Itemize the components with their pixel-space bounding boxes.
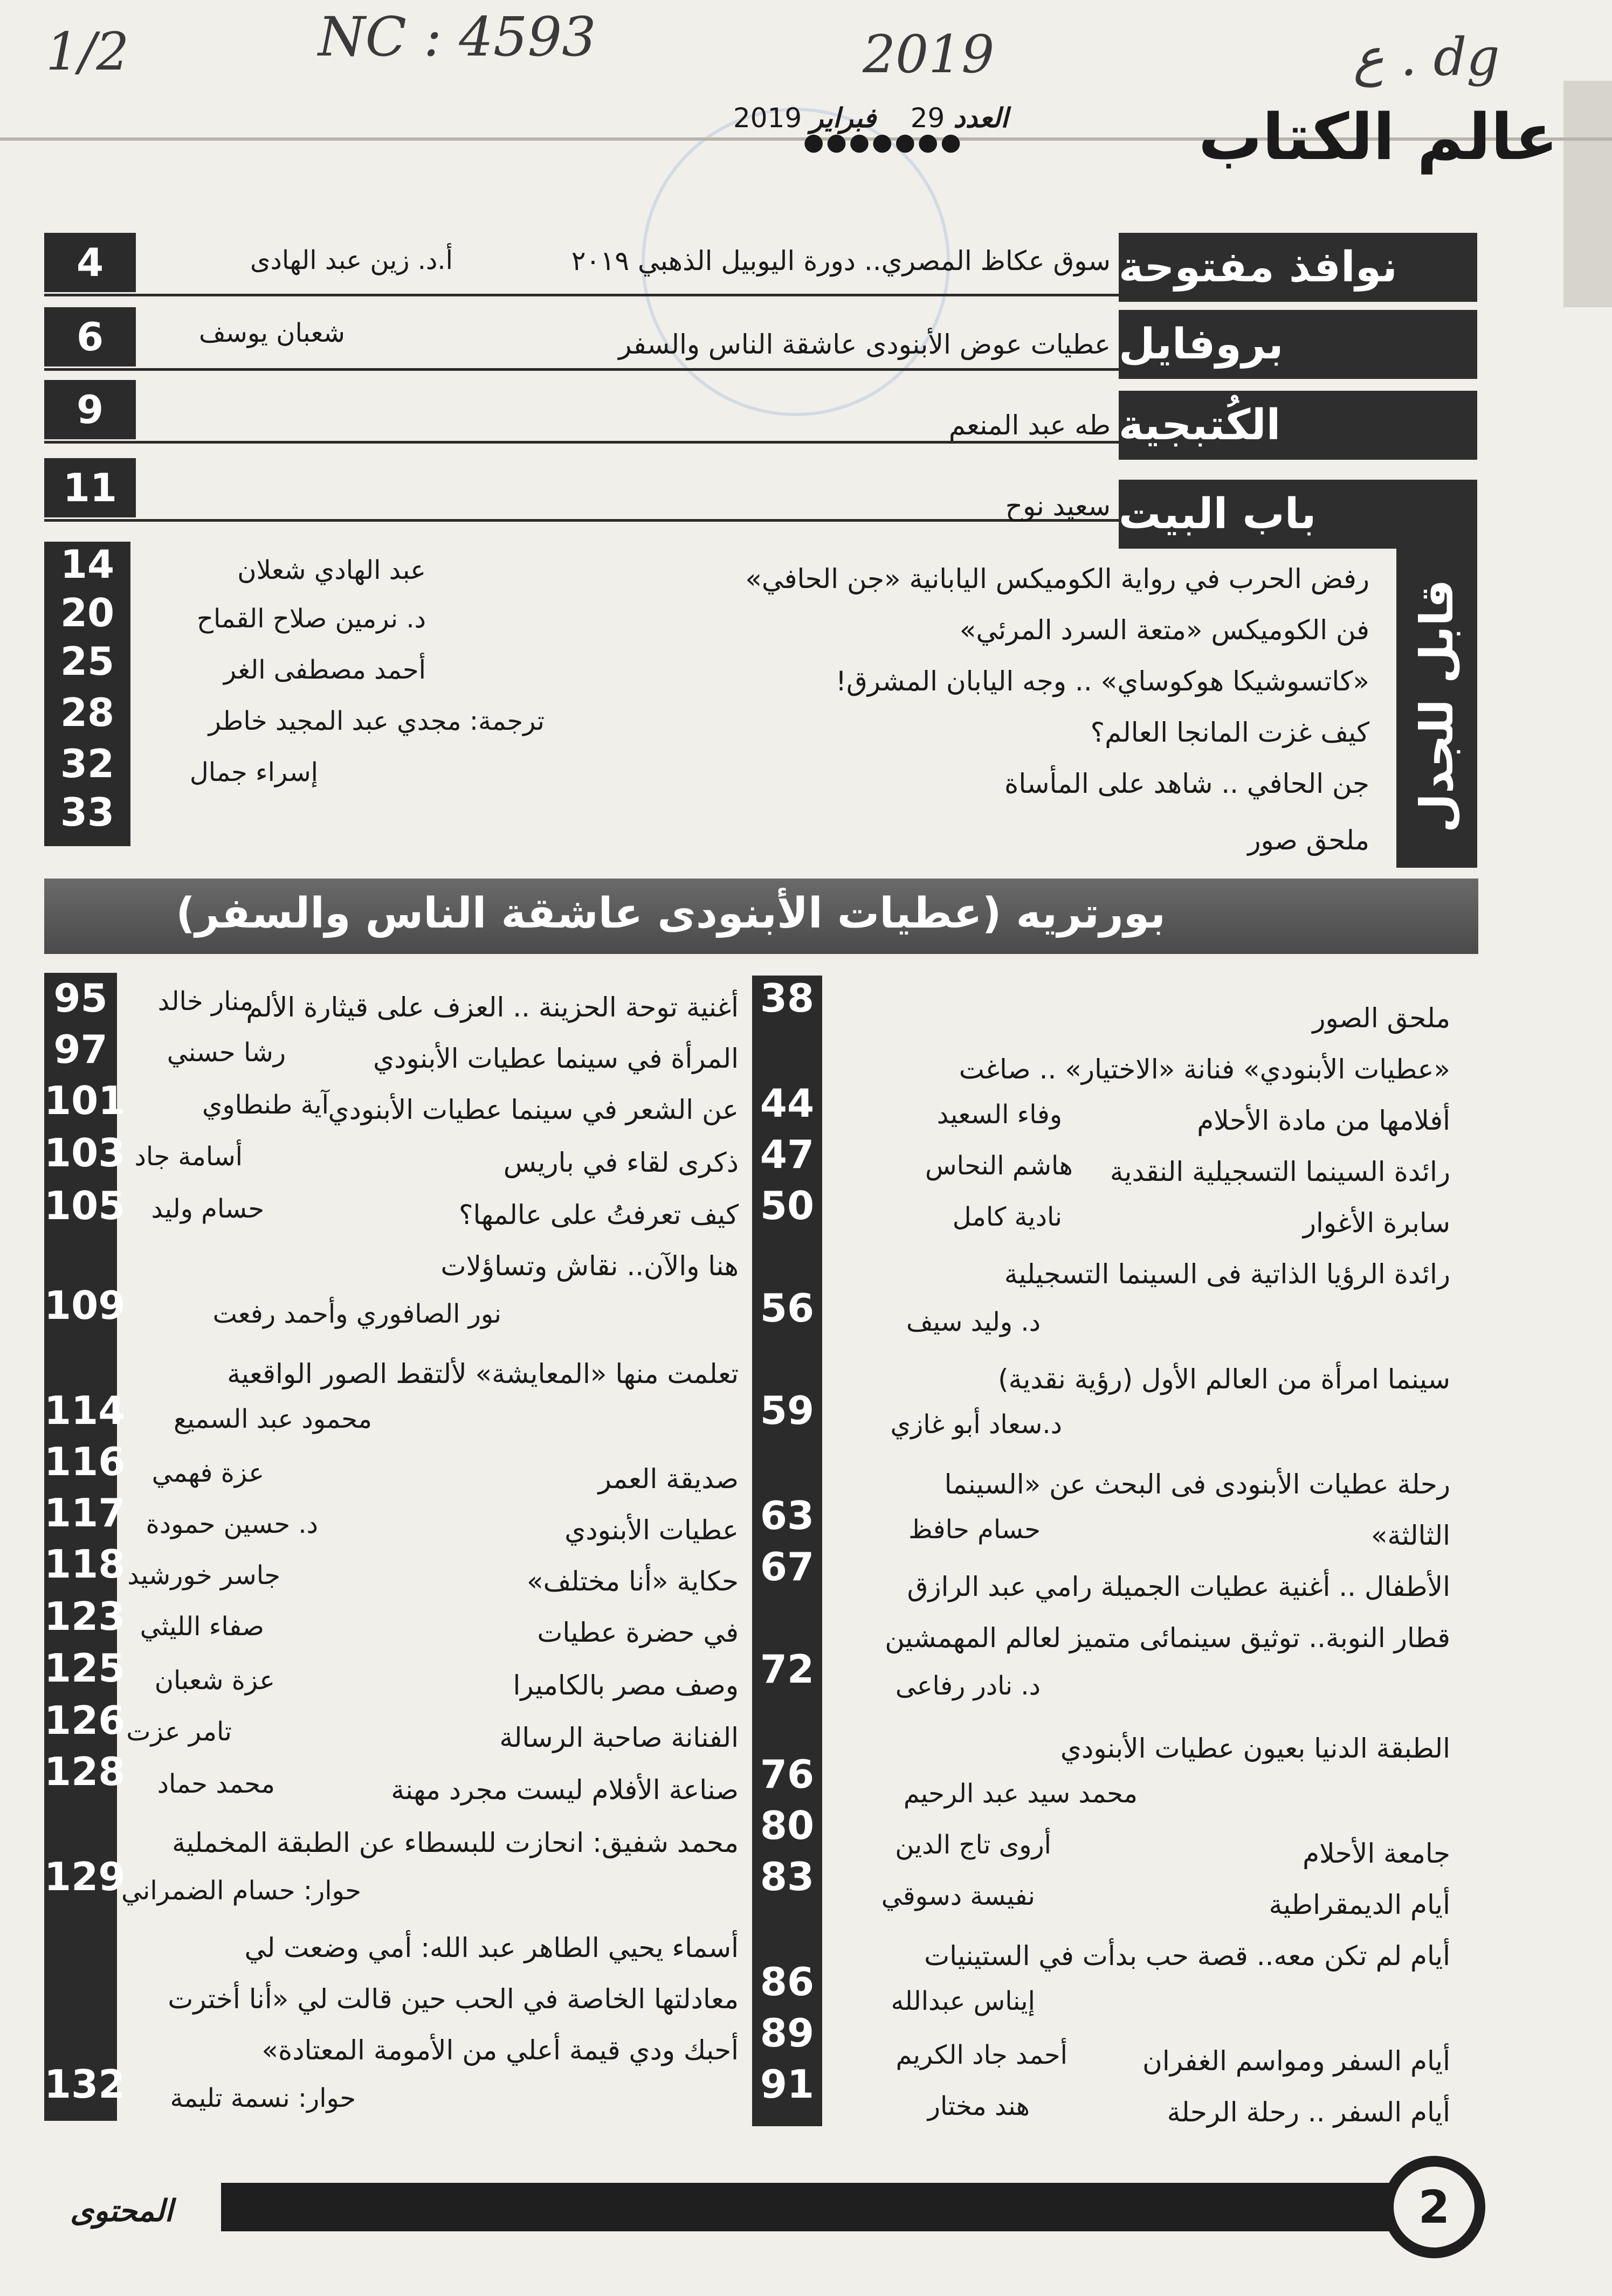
issue-month: فبراير xyxy=(810,102,877,134)
author-name: حسام حافظ xyxy=(908,1514,1041,1545)
author-name: عبد الهادي شعلان xyxy=(237,555,426,585)
article-title: أحبك ودي قيمة أعلي من الأمومة المعتادة» xyxy=(261,2035,739,2066)
page-number: 11 xyxy=(44,458,136,517)
article-title: الثالثة» xyxy=(1370,1520,1450,1551)
page-edge-shadow xyxy=(1563,81,1612,307)
author-name: نفيسة دسوقي xyxy=(881,1881,1035,1911)
page-number: 59 xyxy=(760,1388,815,1433)
page-number: 109 xyxy=(44,1283,126,1328)
author-name: إيناس عبدالله xyxy=(891,1986,1035,2016)
page-number: 72 xyxy=(760,1647,815,1692)
author-name: رشا حسني xyxy=(167,1038,286,1068)
author-name: أسامة جاد xyxy=(134,1142,243,1172)
article-title: كيف غزت المانجا العالم؟ xyxy=(1090,717,1369,748)
page-number: 123 xyxy=(44,1594,126,1639)
article-title: أيام لم تكن معه.. قصة حب بدأت في الستينيات xyxy=(924,1940,1450,1972)
page-number: 67 xyxy=(760,1544,815,1589)
article-title: الفنانة صاحبة الرسالة xyxy=(499,1722,739,1753)
right-page-column xyxy=(752,976,822,2126)
page-number: 47 xyxy=(760,1132,815,1177)
left-page-column xyxy=(44,973,126,2121)
page-number: 97 xyxy=(53,1027,108,1072)
article-title: أيام السفر .. رحلة الرحلة xyxy=(1167,2097,1450,2128)
article-title: صديقة العمر xyxy=(598,1463,739,1495)
article-title: صناعة الأفلام ليست مجرد مهنة xyxy=(391,1774,739,1806)
article-title: «عطيات الأبنودي» فنانة «الاختيار» .. صاغت xyxy=(959,1054,1450,1085)
author-name: أحمد مصطفى الغر xyxy=(223,655,426,685)
article-title: المرأة في سينما عطيات الأبنودي xyxy=(373,1043,739,1074)
page-number: 83 xyxy=(760,1854,815,1899)
author-name: محمود عبد السميع xyxy=(173,1404,372,1434)
article-title: عن الشعر في سينما عطيات الأبنودي xyxy=(328,1094,739,1125)
page-number: 125 xyxy=(44,1645,126,1691)
article-title: رحلة عطيات الأبنودى فى البحث عن «السينما xyxy=(944,1469,1450,1500)
page-number-badge xyxy=(1383,2156,1485,2258)
page-number: 118 xyxy=(44,1541,126,1587)
section-label-open-windows: نوافذ مفتوحة xyxy=(1119,233,1477,302)
page-number: 33 xyxy=(60,790,115,835)
article-title: ذكرى لقاء في باريس xyxy=(503,1147,739,1178)
handwritten-code: ع . dg xyxy=(1353,27,1500,87)
author-name: محمد حماد xyxy=(157,1769,275,1799)
page-number: 44 xyxy=(760,1081,815,1126)
article-title: رفض الحرب في رواية الكوميكس اليابانية «جن الحافي» xyxy=(745,563,1369,594)
page-number: 6 xyxy=(44,307,136,366)
author-name: أ.د. زين عبد الهادى xyxy=(250,245,453,275)
article-title: فن الكوميكس «متعة السرد المرئي» xyxy=(959,614,1369,646)
page-number: 32 xyxy=(60,741,115,786)
page-number: 25 xyxy=(60,639,115,684)
page-number: 56 xyxy=(760,1285,815,1331)
issue-label: العدد xyxy=(953,102,1008,134)
article-title: ملحق صور xyxy=(1248,825,1369,856)
article-title: جن الحافي .. شاهد على المأساة xyxy=(1004,768,1369,799)
author-name: حوار: حسام الضمراني xyxy=(121,1876,361,1906)
magazine-title: عالم الكتاب xyxy=(1198,100,1558,174)
page-number: 129 xyxy=(44,1854,126,1899)
author-name: منار خالد xyxy=(157,986,253,1016)
section-label-profile: بروفايل xyxy=(1119,310,1477,379)
article-title: وصف مصر بالكاميرا xyxy=(513,1670,739,1701)
author-name: د. نادر رفاعى xyxy=(895,1671,1041,1701)
article-title: عطيات الأبنودي xyxy=(564,1514,739,1546)
article-title: محمد شفيق: انحازت للبسطاء عن الطبقة المخملية xyxy=(171,1827,739,1858)
author-name: د.سعاد أبو غازي xyxy=(890,1409,1062,1440)
page-number: 128 xyxy=(44,1749,126,1794)
author-name: آية طنطاوي xyxy=(202,1090,329,1120)
portrait-banner xyxy=(44,879,1478,954)
author-name: شعبان يوسف xyxy=(198,318,345,348)
page-number: 50 xyxy=(760,1183,815,1228)
article-title: ملحق الصور xyxy=(1312,1002,1450,1034)
page-number: 14 xyxy=(60,542,115,587)
debate-label: قابل للجدل xyxy=(1410,579,1463,833)
page-number: 105 xyxy=(44,1183,126,1228)
author-name: هاشم النحاس xyxy=(925,1151,1073,1181)
author-name: هند مختار xyxy=(927,2091,1030,2121)
article-title: «كاتسوشيكا هوكوساي» .. وجه اليابان المشرق! xyxy=(836,666,1369,697)
page-number: 132 xyxy=(44,2062,126,2107)
author-name: محمد سيد عبد الرحيم xyxy=(903,1779,1138,1809)
page-number: 63 xyxy=(760,1493,815,1538)
article-title: سعيد نوح xyxy=(1005,490,1111,522)
page-number: 80 xyxy=(760,1803,815,1848)
author-name: حسام وليد xyxy=(151,1194,264,1224)
author-name: صفاء الليثي xyxy=(140,1612,264,1642)
article-title: معادلتها الخاصة في الحب حين قالت لي «أنا أخترت xyxy=(168,1983,739,2015)
author-name: إسراء جمال xyxy=(189,757,318,787)
footer-page-number: 2 xyxy=(1394,2167,1475,2247)
footer-bar xyxy=(221,2183,1423,2231)
page-number: 38 xyxy=(760,976,815,1021)
handwritten-year: 2019 xyxy=(863,24,995,85)
author-name: وفاء السعيد xyxy=(936,1099,1062,1130)
page-number: 9 xyxy=(44,380,136,439)
author-name: د. نرمين صلاح القماح xyxy=(197,604,426,634)
article-title: أغنية توحة الحزينة .. العزف على قيثارة الألم xyxy=(246,992,739,1023)
page-number: 114 xyxy=(44,1388,126,1433)
article-title: الأطفال .. أغنية عطيات الجميلة رامي عبد الرازق xyxy=(907,1571,1450,1602)
page-number: 86 xyxy=(760,1959,815,2004)
page-number: 103 xyxy=(44,1130,126,1175)
page-number: 89 xyxy=(760,2010,815,2056)
page-number: 95 xyxy=(53,976,108,1021)
portrait-banner-title: بورتريه (عطيات الأبنودى عاشقة الناس والسفر) xyxy=(176,889,1166,938)
page-number: 20 xyxy=(60,590,115,635)
author-name: أحمد جاد الكريم xyxy=(895,2040,1067,2070)
author-name: نور الصافوري وأحمد رفعت xyxy=(212,1299,501,1329)
author-name: د. حسين حمودة xyxy=(146,1509,318,1539)
page-number: 101 xyxy=(44,1078,126,1123)
title-dots: ●●●●●●● xyxy=(803,128,963,156)
issue-number: 29 xyxy=(910,102,945,134)
page-number: 117 xyxy=(44,1490,126,1536)
page-number: 126 xyxy=(44,1698,126,1743)
footer-section-label: المحتوى xyxy=(70,2194,173,2229)
article-title: حكاية «أنا مختلف» xyxy=(527,1566,739,1597)
article-title: رائدة الرؤيا الذاتية فى السينما التسجيلية xyxy=(1004,1258,1450,1290)
article-title: جامعة الأحلام xyxy=(1303,1838,1450,1869)
section-label-house-door: باب البيت xyxy=(1119,480,1477,549)
article-title: سابرة الأغوار xyxy=(1303,1207,1450,1239)
article-title: أيام الديمقراطية xyxy=(1269,1889,1450,1920)
article-title: سوق عكاظ المصري.. دورة اليوبيل الذهبي ٢٠١٩ xyxy=(571,245,1111,276)
issue-year: 2019 xyxy=(733,102,802,134)
article-title: أسماء يحيي الطاهر عبد الله: أمي وضعت لي xyxy=(244,1932,739,1963)
article-title: في حضرة عطيات xyxy=(537,1617,739,1648)
article-title: كيف تعرفتُ على عالمها؟ xyxy=(458,1199,739,1230)
article-title: الطبقة الدنيا بعيون عطيات الأبنودي xyxy=(1060,1733,1450,1764)
page-number: 91 xyxy=(760,2062,815,2107)
handwritten-nc-number: NC : 4593 xyxy=(318,5,596,68)
page-number: 76 xyxy=(760,1752,815,1797)
article-title: أفلامها من مادة الأحلام xyxy=(1197,1105,1450,1136)
author-name: نادية كامل xyxy=(952,1202,1062,1232)
article-title: سينما امرأة من العالم الأول (رؤية نقدية) xyxy=(998,1364,1450,1395)
author-name: عزة شعبان xyxy=(154,1665,275,1696)
page-number: 116 xyxy=(44,1439,126,1484)
article-title: طه عبد المنعم xyxy=(948,410,1111,441)
article-title: عطيات عوض الأبنودى عاشقة الناس والسفر xyxy=(618,329,1111,360)
article-title: تعلمت منها «المعايشة» لألتقط الصور الواقعية xyxy=(227,1358,739,1389)
author-name: جاسر خورشيد xyxy=(127,1560,280,1590)
page-number: 4 xyxy=(44,233,136,292)
handwritten-page-count: 1/2 xyxy=(46,22,129,82)
debate-page-column xyxy=(44,542,130,846)
page-number: 28 xyxy=(60,690,115,735)
author-name: حوار: نسمة تليمة xyxy=(170,2083,356,2113)
author-name: تامر عزت xyxy=(126,1717,232,1747)
article-title: أيام السفر ومواسم الغفران xyxy=(1142,2045,1450,2077)
article-title: رائدة السينما التسجيلية النقدية xyxy=(1110,1156,1450,1187)
article-title: قطار النوبة.. توثيق سينمائى متميز لعالم المهمشين xyxy=(885,1622,1450,1654)
author-name: د. وليد سيف xyxy=(906,1307,1041,1337)
author-name: عزة فهمي xyxy=(151,1458,264,1488)
author-name: ترجمة: مجدي عبد المجيد خاطر xyxy=(208,706,545,736)
section-label-bookmen: الكُتبجية xyxy=(1119,391,1477,460)
article-title: هنا والآن.. نقاش وتساؤلات xyxy=(440,1250,739,1282)
debate-label-box xyxy=(1396,544,1477,868)
author-name: أروى تاج الدين xyxy=(895,1830,1051,1860)
